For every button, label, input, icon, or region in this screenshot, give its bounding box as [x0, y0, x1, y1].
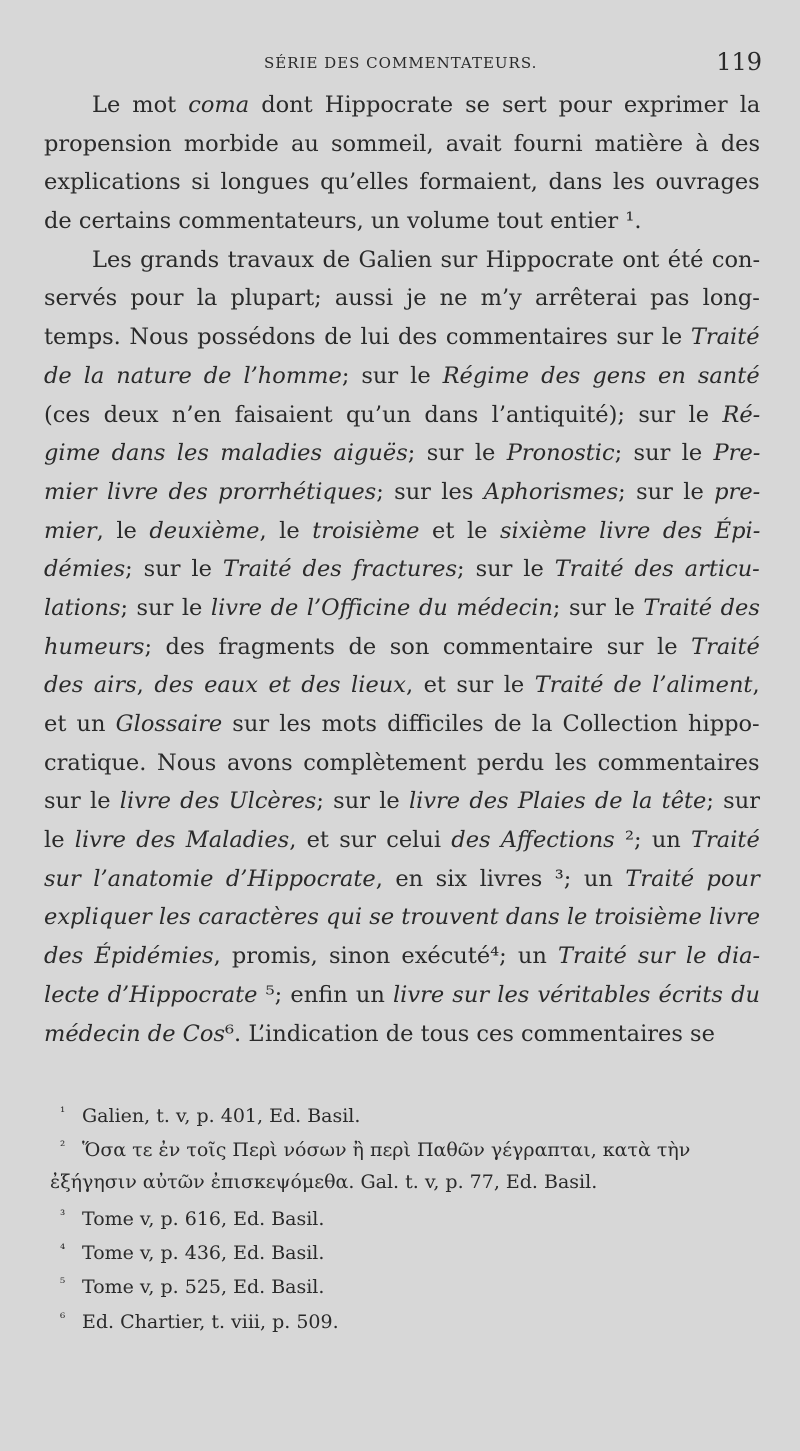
text-line	[44, 202, 760, 241]
italic-run: des Affections	[451, 827, 615, 854]
text-line	[44, 782, 760, 821]
text-run: cratique. Nous avons complètement perdu les commentaires	[44, 749, 760, 776]
text-line	[44, 512, 760, 551]
text-line	[44, 1015, 760, 1054]
text-run: sur le	[44, 788, 120, 815]
text-line	[44, 744, 760, 783]
italic-run: des eaux et des lieux	[154, 672, 406, 699]
running-title: SÉRIE DES COMMENTATEURS.	[264, 54, 538, 72]
footnote	[60, 1096, 760, 1130]
text-run: , et sur celui	[289, 827, 452, 854]
text-line	[44, 163, 760, 202]
text-run: Le mot	[92, 92, 189, 118]
italic-run: gime dans les maladies aiguës	[44, 440, 408, 467]
footnote-text: Ed. Chartier, t. viii, p. 509.	[82, 1310, 339, 1333]
text-line	[44, 976, 760, 1015]
italic-run: sixième livre des Épi-	[500, 517, 761, 544]
page-number: 119	[716, 48, 762, 76]
text-line	[44, 357, 760, 396]
italic-run: expliquer les caractères qui se trouvent dans le troisième livre	[44, 904, 761, 931]
text-run: et un	[44, 711, 116, 737]
body-text	[44, 86, 760, 1053]
text-line	[44, 241, 760, 280]
text-line	[44, 821, 760, 860]
footnote	[60, 1233, 760, 1267]
footnote-text: Tome v, p. 616, Ed. Basil.	[82, 1207, 325, 1230]
text-run: sur les mots difficiles de la Collection hippo-	[222, 711, 760, 737]
text-line	[44, 396, 760, 435]
text-run: ; sur le	[614, 440, 714, 467]
text-run: ,	[136, 672, 155, 699]
text-run: ; sur le	[120, 594, 211, 621]
italic-run: lations	[44, 594, 121, 621]
text-line	[44, 318, 760, 357]
footnote-mark: ⁶	[60, 1310, 66, 1326]
italic-run: médecin de Cos	[44, 1020, 225, 1047]
italic-run: Traité des fractures	[222, 556, 458, 583]
footnote	[60, 1199, 760, 1233]
text-run: , promis, sinon exécuté⁴; un	[213, 943, 559, 970]
italic-run: Ré-	[722, 401, 761, 428]
italic-run: livre de l’Officine du médecin	[210, 594, 553, 621]
footnote-text: Tome v, p. 525, Ed. Basil.	[82, 1276, 325, 1299]
text-run: ; sur le	[457, 556, 555, 583]
text-run: ; sur les	[376, 478, 484, 505]
italic-run: Traité pour	[625, 865, 760, 892]
text-run: le	[44, 827, 75, 854]
text-run: ; sur le	[125, 556, 223, 583]
text-run: temps. Nous possédons de lui des commentaires sur le	[44, 324, 691, 351]
text-line	[44, 705, 760, 744]
footnote-mark: ¹	[60, 1105, 66, 1120]
text-run: ; sur le	[407, 440, 507, 467]
italic-run: Traité de l’aliment	[534, 672, 753, 699]
italic-run: deuxième	[149, 517, 260, 544]
text-line	[44, 898, 760, 937]
footnote	[60, 1130, 760, 1164]
text-run: dont Hippocrate se sert pour exprimer la	[249, 92, 761, 118]
italic-run: pre-	[714, 478, 761, 505]
text-line	[44, 860, 760, 899]
text-run: (ces deux n’en faisaient qu’un dans l’antiquité); sur le	[44, 401, 723, 428]
text-run: , le	[259, 517, 313, 544]
italic-run: de la nature de l’homme	[44, 362, 342, 389]
text-line	[44, 473, 760, 512]
text-run: de certains commentateurs, un volume tout entier ¹.	[44, 208, 642, 235]
italic-run: livre des Plaies de la tête	[408, 788, 707, 815]
italic-run: livre sur les véritables écrits du	[392, 981, 761, 1008]
footnote-mark: ⁵	[60, 1276, 66, 1292]
footnote-mark: ²	[60, 1139, 66, 1155]
italic-run: Traité sur le dia-	[558, 943, 761, 970]
text-run: ; sur le	[552, 594, 644, 621]
italic-run: des Épidémies	[44, 943, 214, 970]
text-run: explications si longues qu’elles formaient, dans les ouvrages	[44, 169, 760, 196]
italic-run: des airs	[44, 672, 137, 699]
footnote	[60, 1267, 760, 1301]
italic-run: Pre-	[713, 440, 761, 467]
footnotes	[50, 1096, 760, 1336]
italic-run: coma	[188, 92, 250, 118]
footnote	[50, 1165, 760, 1199]
text-run: servés pour la plupart; aussi je ne m’y arrêterai pas long-	[44, 285, 760, 312]
footnote-mark: ⁴	[60, 1242, 66, 1258]
italic-run: Régime des gens en santé	[442, 362, 760, 389]
text-run: ⁵; enfin un	[257, 981, 393, 1008]
text-run: ; sur le	[316, 788, 409, 815]
italic-run: Traité	[690, 324, 760, 351]
text-line	[44, 86, 760, 125]
italic-run: mier livre des prorrhétiques	[44, 478, 377, 505]
text-line	[44, 434, 760, 473]
text-run: ; sur le	[618, 478, 715, 505]
text-line	[44, 628, 760, 667]
text-line	[44, 125, 760, 164]
italic-run: livre des Maladies	[74, 827, 290, 854]
text-line	[44, 589, 760, 628]
text-run: , le	[96, 517, 150, 544]
text-run: ; sur	[706, 788, 760, 815]
text-line	[44, 937, 760, 976]
text-run: ²; un	[614, 827, 692, 854]
italic-run: démies	[44, 556, 126, 583]
text-run: , et sur le	[405, 672, 535, 699]
italic-run: Traité	[691, 633, 760, 660]
footnote-mark: ³	[60, 1207, 66, 1223]
text-run: propension morbide au sommeil, avait fourni matière à des	[44, 130, 761, 157]
footnote	[60, 1302, 760, 1336]
page-header	[0, 48, 800, 82]
italic-run: Traité	[691, 827, 760, 854]
italic-run: troisième	[312, 517, 420, 544]
footnote-text: Ὅσα τε ἐν τοῖς Περὶ νόσων ἢ περὶ Παθῶν γέγραπται, κατὰ τὴν	[82, 1139, 691, 1162]
italic-run: Glossaire	[115, 711, 223, 737]
text-run: ,	[752, 672, 760, 699]
text-run: Les grands travaux de Galien sur Hippocrate ont été con-	[92, 246, 761, 273]
footnote-text: ἐξήγησιν αὐτῶν ἐπισκεψόμεθα. Gal. t. v, p. 77, Ed. Basil.	[50, 1170, 598, 1193]
italic-run: humeurs	[44, 633, 145, 660]
italic-run: mier	[44, 517, 97, 544]
text-run: ⁶. L’indication de tous ces commentaires se	[225, 1020, 715, 1047]
text-run: ; des fragments de son commentaire sur le	[144, 633, 692, 660]
text-line	[44, 666, 760, 705]
text-run: et le	[419, 517, 501, 544]
italic-run: livre des Ulcères	[119, 788, 317, 815]
italic-run: sur l’anatomie d’Hippocrate	[44, 865, 376, 892]
footnote-text: Galien, t. v, p. 401, Ed. Basil.	[82, 1105, 361, 1127]
text-line	[44, 550, 760, 589]
footnote-text: Tome v, p. 436, Ed. Basil.	[82, 1242, 325, 1265]
text-run: , en six livres ³; un	[375, 865, 626, 892]
italic-run: lecte d’Hippocrate	[44, 981, 258, 1008]
italic-run: Traité des articu-	[554, 556, 760, 583]
text-line	[44, 279, 760, 318]
italic-run: Pronostic	[506, 440, 615, 467]
text-run: ; sur le	[341, 362, 443, 389]
italic-run: Traité des	[643, 594, 760, 621]
italic-run: Aphorismes	[483, 478, 619, 505]
